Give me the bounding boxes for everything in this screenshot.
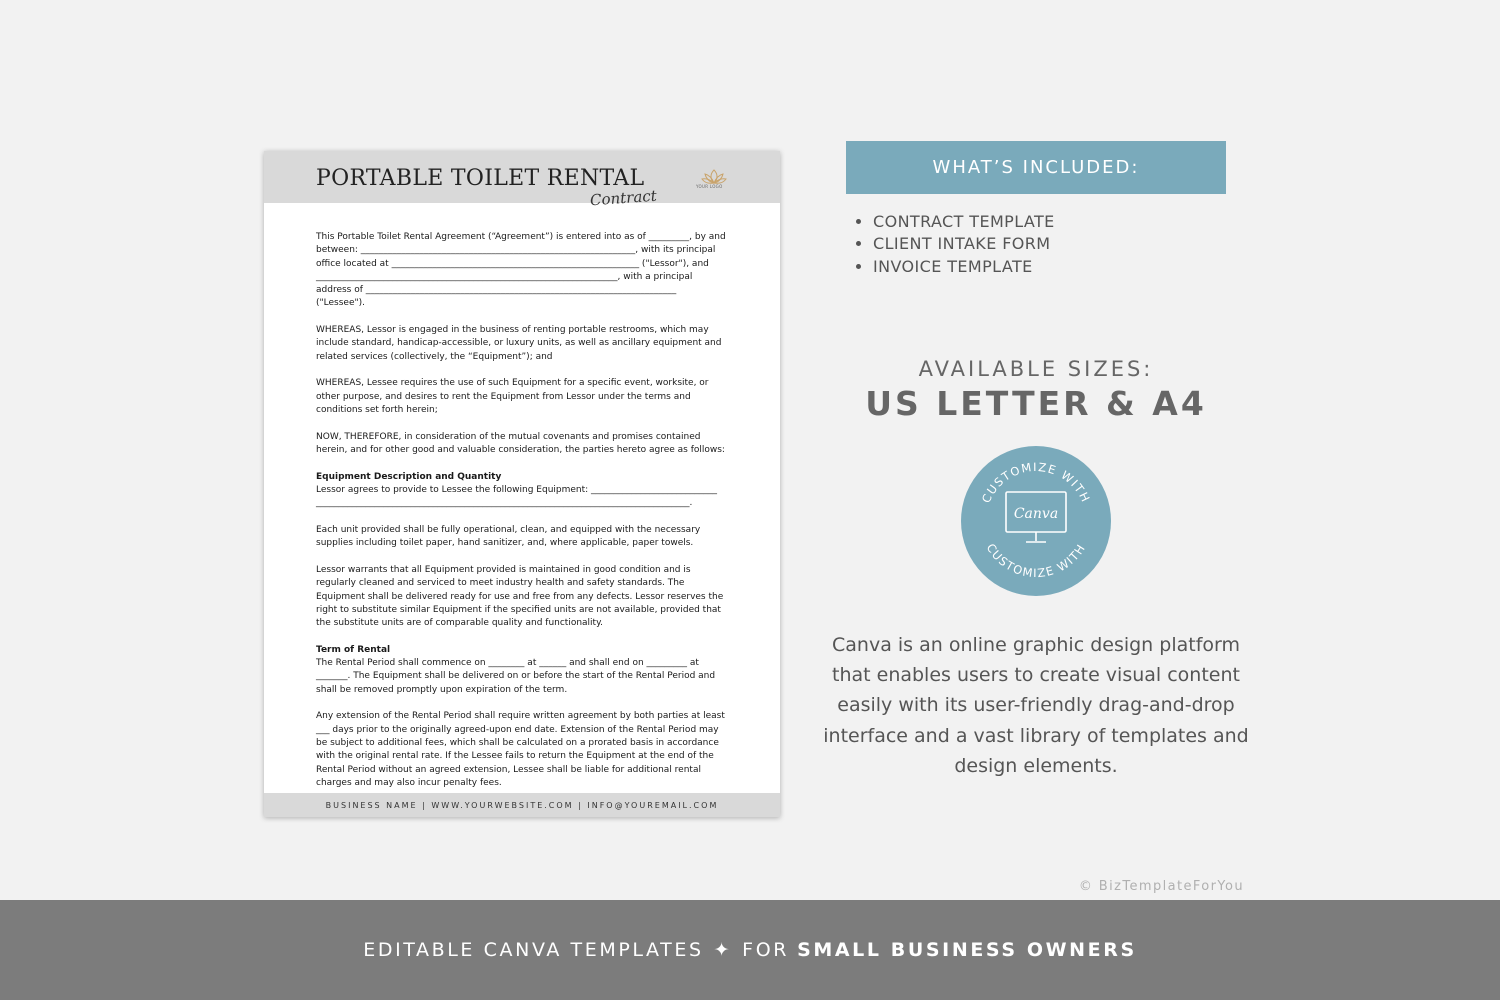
document-subtitle: Contract bbox=[589, 186, 658, 210]
list-item bbox=[856, 233, 1055, 256]
tagline-part-1: EDITABLE CANVA TEMPLATES bbox=[363, 939, 704, 961]
equipment-list-paragraph: Lessor agrees to provide to Lessee the following Equipment: ____________________________ ___________________________________________________________________________________. bbox=[316, 485, 718, 509]
tagline-part-3: SMALL BUSINESS OWNERS bbox=[797, 939, 1137, 961]
rental-period-paragraph: The Rental Period shall commence on ________ at ______ and shall end on _________ at _______. The Equipment shall be delivered on or before the start of the Rental Period and shall be removed promptly upon expiration of the term. bbox=[316, 658, 716, 695]
canva-description: Canva is an online graphic design platform that enables users to create visual content easily with its user-friendly drag-and-drop interface and a vast library of templates and design elements. bbox=[823, 634, 1249, 777]
document-footer: BUSINESS NAME | WWW.YOURWEBSITE.COM | INFO@YOUREMAIL.COM bbox=[264, 793, 780, 817]
document-title: PORTABLE TOILET RENTAL bbox=[316, 166, 645, 191]
whereas-lessor-paragraph: WHEREAS, Lessor is engaged in the business of renting portable restrooms, which may include standard, handicap-accessible, or luxury units, as well as ancillary equipment and related services (collectively, the “Equipment”); and bbox=[316, 325, 722, 362]
bottom-tagline-band bbox=[0, 900, 1500, 1000]
contract-document-preview bbox=[264, 151, 780, 817]
copyright-text: © BizTemplateForYou bbox=[1078, 879, 1244, 894]
bullet-icon bbox=[856, 219, 861, 224]
badge-ring-text-top: CUSTOMIZE WITH bbox=[978, 459, 1094, 506]
list-item bbox=[856, 255, 1055, 278]
bullet-icon bbox=[856, 241, 861, 246]
badge-ring-text-bottom: CUSTOMIZE WITH bbox=[983, 541, 1089, 581]
list-item bbox=[856, 210, 1055, 233]
agreement-intro-paragraph: This Portable Toilet Rental Agreement (“Agreement”) is entered into as of _________, by and between: _____________________________________________________________, with its principal office located at _______________________________________________________ ("Lessor"), and ___________________________________________________________________, with a principal address of _____________________________________________________________________ ("Lessee"). bbox=[316, 232, 726, 309]
equipment-condition-paragraph: Each unit provided shall be fully operational, clean, and equipped with the necessary supplies including toilet paper, hand sanitizer, and, where applicable, paper towels. bbox=[316, 525, 701, 549]
included-item-label: CONTRACT TEMPLATE bbox=[873, 211, 1055, 231]
customize-with-canva-badge bbox=[960, 445, 1112, 597]
sparkle-icon: ✦ bbox=[713, 939, 733, 961]
extension-paragraph: Any extension of the Rental Period shall require written agreement by both parties at least ___ days prior to the originally agreed-upon end date. Extension of the Rental Period may be subject to additional fees, which shall be calculated on a prorated basis in accordance with the original rental rate. If the Lessee fails to return the Equipment at the end of the Rental Period without an agreed extension, Lessee shall be liable for additional rental charges and may also incur penalty fees. bbox=[316, 711, 725, 788]
section-heading-term: Term of Rental bbox=[316, 644, 391, 655]
warranty-paragraph: Lessor warrants that all Equipment provided is maintained in good condition and is regularly cleaned and serviced to meet industry health and safety standards. The Equipment shall be delivered ready for use and free from any defects. Lessor reserves the right to substitute similar Equipment if the specified units are not available, provided that the substitute units are of comparable quality and functionality. bbox=[316, 564, 724, 629]
included-item-label: INVOICE TEMPLATE bbox=[873, 256, 1033, 276]
canva-brand-text: Canva bbox=[1013, 506, 1059, 522]
now-therefore-paragraph: NOW, THEREFORE, in consideration of the mutual covenants and promises contained herein, and for other good and valuable consideration, the parties hereto agree as follows: bbox=[316, 431, 725, 456]
document-header bbox=[264, 151, 780, 210]
bullet-icon bbox=[856, 264, 861, 269]
available-sizes-value: US LETTER & A4 bbox=[865, 384, 1207, 423]
logo-placeholder-text: YOUR LOGO bbox=[696, 184, 723, 189]
tagline-part-2: FOR bbox=[742, 939, 790, 961]
section-heading-equipment: Equipment Description and Quantity bbox=[316, 471, 502, 482]
whats-included-banner: WHAT’S INCLUDED: bbox=[846, 141, 1226, 194]
document-body bbox=[316, 231, 728, 790]
included-item-label: CLIENT INTAKE FORM bbox=[873, 234, 1051, 254]
whereas-lessee-paragraph: WHEREAS, Lessee requires the use of such Equipment for a specific event, worksite, or other purpose, and desires to rent the Equipment from Lessor under the terms and conditions set forth herein; bbox=[316, 378, 709, 416]
available-sizes-label: AVAILABLE SIZES: bbox=[918, 357, 1154, 381]
included-items-list bbox=[856, 210, 1055, 278]
